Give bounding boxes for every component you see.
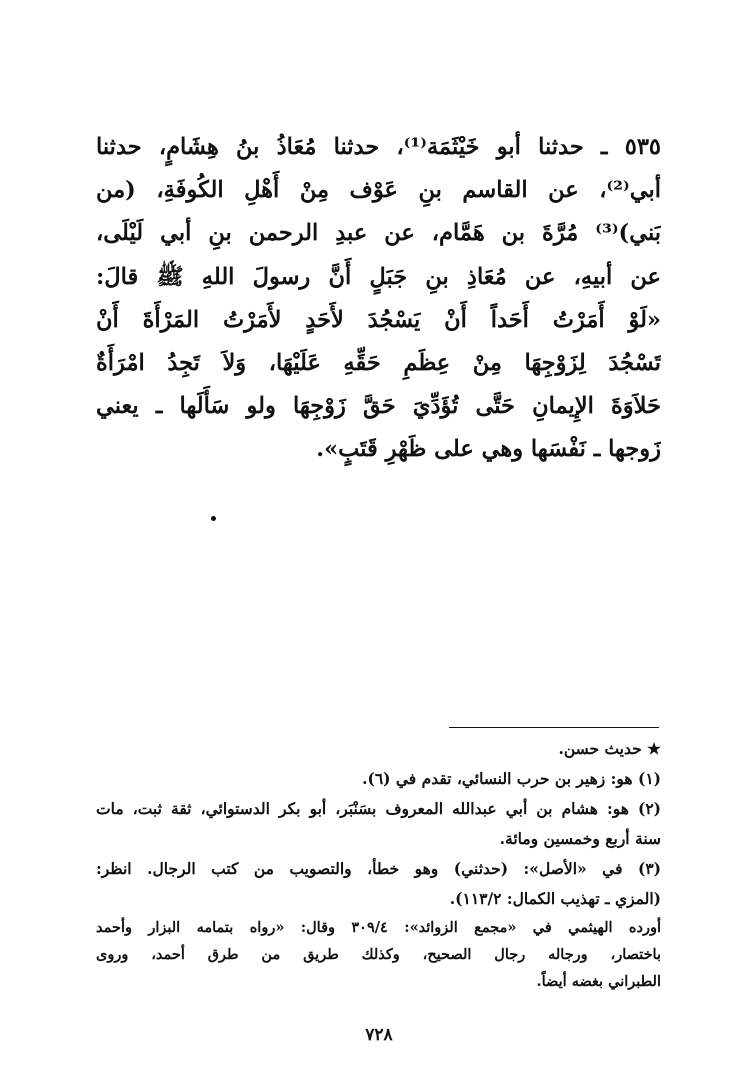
takhrij-line: أورده الهيثمي في «مجمع الزوائد»: ٣٠٩/٤ وقال: «رواه بتمامه البزار وأحمد [96, 919, 661, 936]
takhrij-line: باختصار، ورجاله رجال الصحيح، وكذلك طريق من طرق أحمد، وروى [96, 946, 661, 963]
footnote-1: (١) هو: زهير بن حرب النسائي، تقدم في (٦). [362, 769, 661, 788]
hadith-line: زَوجها ـ نَفْسَها وهي على ظَهْرِ قَتَبٍ». [316, 436, 661, 463]
footnotes [96, 734, 661, 995]
hadith-line: بَني)⁽³⁾ مُرَّةَ بن هَمَّام، عن عبدِ الرحمن بنِ أبي لَيْلَى، [96, 220, 661, 247]
hadith-line: أبي⁽²⁾، عن القاسم بنِ عَوْف مِنْ أَهْلِ الكُوفَةِ، (من [96, 177, 661, 204]
hadith-line: عن أبيهِ، عن مُعَاذِ بنِ جَبَلٍ أَنَّ رسولَ اللهِ ﷺ قالَ: [96, 263, 661, 290]
footnote-2-continued: سنة أربع وخمسين ومائة. [499, 829, 661, 848]
hadith-grade: ★ حديث حسن. [558, 739, 661, 758]
footnote-separator [449, 727, 659, 728]
hadith-line: «لَوْ أَمَرْتُ أَحَداً أَنْ يَسْجُدَ لأَحَدٍ لأَمَرْتُ المَرْأَةَ أَنْ [96, 306, 661, 333]
takhrij-line: الطبراني بغضه أيضاً. [536, 973, 661, 990]
page-number: ٧٢٨ [365, 1025, 393, 1045]
stray-dot [211, 516, 216, 521]
footnote-3: (٣) في «الأصل»: (حدثني) وهو خطأ، والتصويب من كتب الرجال. انظر: [96, 859, 661, 878]
footnote-2: (٢) هو: هشام بن أبي عبدالله المعروف بسَنْبَر، أبو بكر الدستوائي، ثقة ثبت، مات [96, 799, 661, 818]
hadith-line: تَسْجُدَ لِزَوْجِهَا مِنْ عِظَمِ حَقِّهِ عَلَيْهَا، وَلاَ تَجِدُ امْرَأَةٌ [96, 350, 661, 377]
hadith-text [96, 126, 661, 472]
hadith-line: حَلاَوَةَ الإِيمانِ حَتَّى تُؤَدِّيَ حَقَّ زَوْجِهَا ولو سَأَلَها ـ يعني [96, 393, 661, 420]
hadith-line: ٥٣٥ ـ حدثنا أبو خَيْثَمَة⁽¹⁾، حدثنا مُعَاذُ بنُ هِشَامٍ، حدثنا [96, 134, 661, 160]
footnote-3-continued: (المزي ـ تهذيب الكمال: ١١٣/٢). [449, 889, 661, 908]
